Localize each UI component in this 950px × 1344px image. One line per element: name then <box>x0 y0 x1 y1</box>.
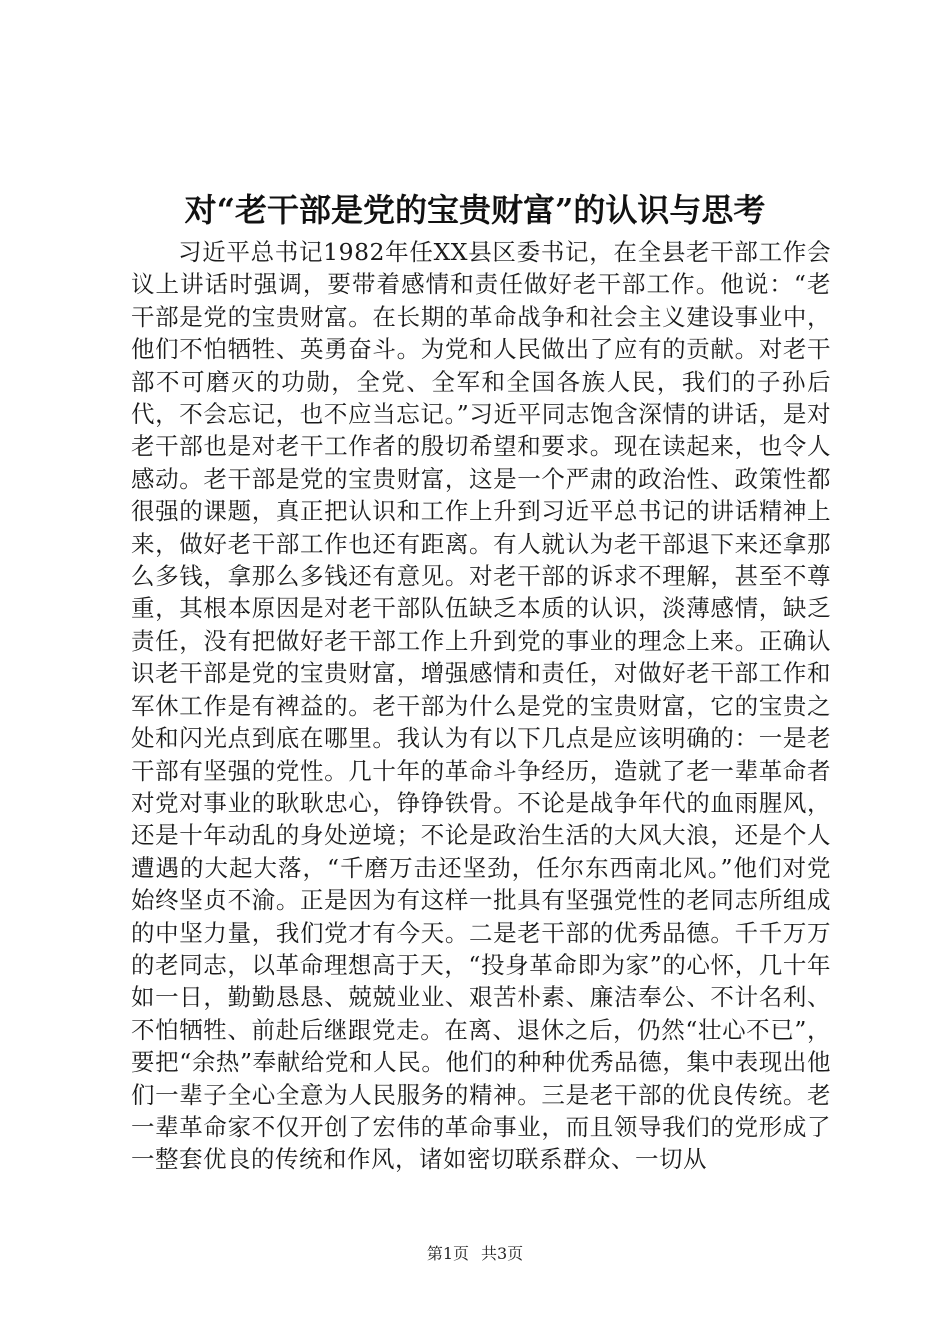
page-footer <box>0 1243 950 1265</box>
page-number: 第1页 <box>426 1244 469 1263</box>
document-body-paragraph: 习近平总书记1982年任XX县区委书记，在全县老干部工作会议上讲话时强调，要带着感情和责任做好老干部工作。他说：“老干部是党的宝贵财富。在长期的革命战争和社会主义建设事业中，他们不怕牺牲、英勇奋斗。为党和人民做出了应有的贡献。对老干部不可磨灭的功勋，全党、全军和全国各族人民，我们的子孙后代，不会忘记，也不应当忘记。”习近平同志饱含深情的讲话，是对老干部也是对老干工作者的殷切希望和要求。现在读起来，也令人感动。老干部是党的宝贵财富，这是一个严肃的政治性、政策性都很强的课题，真正把认识和工作上升到习近平总书记的讲话精神上来，做好老干部工作也还有距离。有人就认为老干部退下来还拿那么多钱，拿那么多钱还有意见。对老干部的诉求不理解，甚至不尊重，其根本原因是对老干部队伍缺乏本质的认识，淡薄感情，缺乏责任，没有把做好老干部工作上升到党的事业的理念上来。正确认识老干部是党的宝贵财富，增强感情和责任，对做好老干部工作和军休工作是有裨益的。老干部为什么是党的宝贵财富，它的宝贵之处和闪光点到底在哪里。我认为有以下几点是应该明确的：一是老干部有坚强的党性。几十年的革命斗争经历，造就了老一辈革命者对党对事业的耿耿忠心，铮铮铁骨。不论是战争年代的血雨腥风，还是十年动乱的身处逆境；不论是政治生活的大风大浪，还是个人遭遇的大起大落，“千磨万击还坚劲，任尔东西南北风。”他们对党始终坚贞不渝。正是因为有这样一批具有坚强党性的老同志所组成的中坚力量，我们党才有今天。二是老干部的优秀品德。千千万万的老同志，以革命理想高于天，“投身革命即为家”的心怀，几十年如一日，勤勤恳恳、兢兢业业、艰苦朴素、廉洁奉公、不计名利、不怕牺牲、前赴后继跟党走。在离、退休之后，仍然“壮心不已”，要把“余热”奉献给党和人民。他们的种种优秀品德，集中表现出他们一辈子全心全意为人民服务的精神。三是老干部的优良传统。老一辈革命家不仅开创了宏伟的革命事业，而且领导我们的党形成了一整套优良的传统和作风，诸如密切联系群众、一切从 <box>131 238 831 1174</box>
page-total: 共3页 <box>481 1244 524 1263</box>
document-title: 对“老干部是党的宝贵财富”的认识与思考 <box>184 191 766 229</box>
